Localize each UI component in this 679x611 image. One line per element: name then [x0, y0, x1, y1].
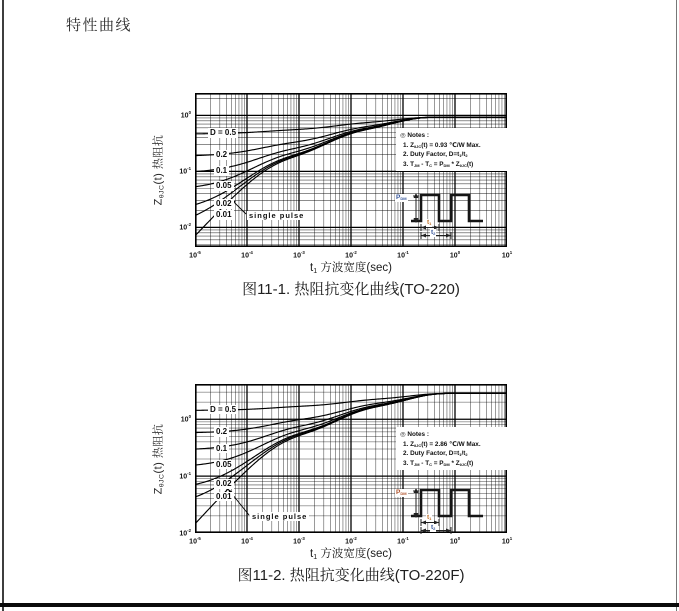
- pdm-label: $P_{DM}$: [396, 194, 407, 202]
- single-pulse-label: single pulse: [249, 211, 305, 220]
- figure-caption: 图11-1. 热阻抗变化曲线(TO-220): [242, 281, 460, 298]
- figure-thermal-impedance-to220f: [152, 384, 513, 584]
- pulse-train-shape: [411, 490, 483, 516]
- duty-factor-curve-label: 0.05: [216, 181, 232, 191]
- x-axis-tick: $10^{-4}$: [241, 536, 253, 546]
- pdm-label: $P_{DM}$: [396, 489, 407, 497]
- x-axis-tick: $10^0$: [449, 536, 461, 546]
- x-axis-tick: $10^1$: [501, 536, 513, 546]
- t2-label: $t_2$: [431, 524, 436, 532]
- y-axis-tick: $10^{-2}$: [179, 528, 191, 538]
- note-line: 2. Duty Factor, $D=t_1/t_2$: [403, 450, 468, 458]
- pulse-waveform-diagram: [396, 183, 501, 243]
- t2-label: $t_2$: [431, 229, 436, 237]
- page-border-right: [676, 0, 677, 611]
- x-axis-tick: $10^{-1}$: [397, 536, 409, 546]
- x-axis-tick: $10^{-5}$: [189, 250, 201, 260]
- x-axis-tick: $10^{-3}$: [293, 250, 305, 260]
- notes-heading: ◎ Notes :: [400, 132, 430, 139]
- duty-factor-curve-label: D = 0.5: [210, 128, 237, 138]
- duty-factor-curve-label: 0.01: [216, 210, 232, 220]
- x-axis-tick: $10^{-1}$: [397, 250, 409, 260]
- duty-factor-curve-label: 0.1: [216, 443, 228, 453]
- note-line: 1. $Z_{\theta JC}(t) = 0.93$ ℃/W Max.: [403, 141, 481, 149]
- figure-caption: 图11-2. 热阻抗变化曲线(TO-220F): [237, 567, 465, 584]
- duty-factor-curve-label: D = 0.5: [210, 404, 237, 414]
- note-line: 2. Duty Factor, $D=t_1/t_2$: [403, 151, 468, 159]
- page-title: 特性曲线: [66, 17, 133, 34]
- y-axis-tick: $10^0$: [180, 110, 191, 120]
- y-axis-tick: $10^{-1}$: [179, 471, 191, 481]
- pulse-waveform-diagram: [396, 478, 501, 538]
- x-axis-tick: $10^{-4}$: [241, 250, 253, 260]
- x-axis-title: $t_1$ 方波宽度(sec): [310, 548, 392, 561]
- x-axis-tick: $10^{-3}$: [293, 536, 305, 546]
- y-axis-tick: $10^{-1}$: [179, 166, 191, 176]
- note-line: 1. $Z_{\theta JC}(t) = 2.86$ ℃/W Max.: [403, 440, 481, 448]
- x-axis-tick: $10^{-5}$: [189, 536, 201, 546]
- page-border-left: [2, 0, 4, 611]
- t1-label: $t_1$: [427, 514, 432, 522]
- duty-factor-curve-label: 0.05: [216, 459, 232, 469]
- waveform-svg: [406, 478, 498, 536]
- duty-factor-curve-label: 0.2: [216, 427, 228, 437]
- y-axis-title: [149, 384, 165, 533]
- notes-heading: ◎ Notes :: [400, 431, 430, 438]
- note-line: 3. $T_{JM} - T_C = P_{DM} * Z_{\theta JC}(t)$: [403, 459, 474, 467]
- duty-factor-curve-label: 0.02: [216, 199, 232, 209]
- y-axis-title-text: $Z_{\theta JC}(t)$ 热阻抗: [152, 134, 165, 206]
- x-axis-tick: $10^1$: [501, 250, 513, 260]
- figure-thermal-impedance-to220: [152, 93, 513, 298]
- notes-box: [396, 128, 521, 171]
- x-axis-tick: $10^{-2}$: [345, 250, 357, 260]
- y-axis-tick: $10^{-2}$: [179, 222, 191, 232]
- duty-factor-curve-label: 0.1: [216, 166, 228, 176]
- duty-factor-curve-label: 0.01: [216, 491, 232, 501]
- x-axis-tick: $10^0$: [449, 250, 461, 260]
- single-pulse-label: single pulse: [252, 512, 308, 521]
- duty-factor-curve-label: 0.02: [216, 478, 232, 488]
- y-axis-title-text: $Z_{\theta JC}(t)$ 热阻抗: [152, 423, 165, 494]
- y-axis-tick: $10^0$: [180, 414, 191, 424]
- waveform-svg: [406, 183, 498, 241]
- note-line: 3. $T_{JM} - T_C = P_{DM} * Z_{\theta JC}(t)$: [403, 160, 474, 168]
- page-border-bottom: [0, 603, 679, 607]
- t1-label: $t_1$: [427, 219, 432, 227]
- pulse-train-shape: [411, 195, 483, 221]
- duty-factor-curve-label: 0.2: [216, 150, 228, 160]
- y-axis-title: [149, 93, 165, 247]
- x-axis-title: $t_1$ 方波宽度(sec): [310, 262, 392, 275]
- notes-box: [396, 427, 521, 470]
- x-axis-tick: $10^{-2}$: [345, 536, 357, 546]
